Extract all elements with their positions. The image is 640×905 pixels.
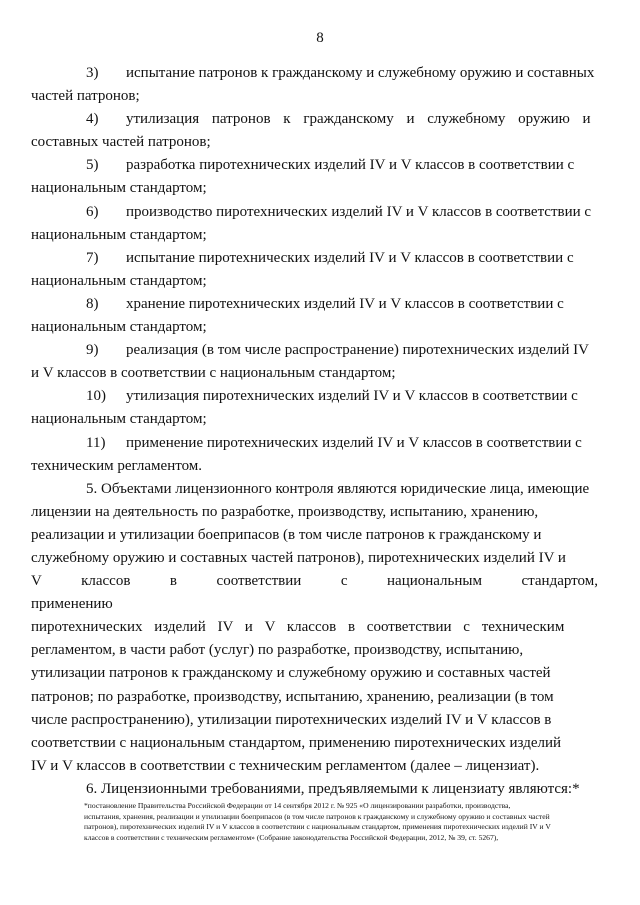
item-text: утилизация патронов к гражданскому и служебному оружию и [126, 111, 591, 128]
item-continuation: техническим регламентом. [31, 457, 203, 474]
paragraph-line: IV и V классов в соответствии с техническим регламентом (далее – лицензиат). [31, 757, 540, 774]
item-text: хранение пиротехнических изделий IV и V классов в соответствии с [126, 295, 564, 312]
license-activities-list [31, 62, 598, 478]
item-number: 11) [86, 434, 106, 451]
list-item [31, 339, 598, 385]
item-text: разработка пиротехнических изделий IV и V классов в соответствии с [126, 157, 575, 174]
footnote-line: *постановление Правительства Российской Федерации от 14 сентября 2012 г. № 925 «О лицензировании разработки, производства, [84, 801, 511, 810]
paragraph-line: служебному оружию и составных частей патронов), пиротехнических изделий IV и [31, 549, 566, 566]
item-continuation: частей патронов; [31, 88, 140, 105]
item-number: 10) [86, 388, 106, 405]
list-item [31, 247, 598, 293]
footnote [84, 801, 600, 843]
paragraph-6-text: 6. Лицензионными требованиями, предъявляемыми к лицензиату являются:* [86, 780, 580, 797]
paragraph-6 [86, 778, 598, 801]
item-text: производство пиротехнических изделий IV и V классов в соответствии с [126, 203, 592, 220]
item-continuation: национальным стандартом; [31, 180, 207, 197]
footnote-line: испытания, хранения, реализации и утилизации боеприпасов (в том числе патронов к гражданскому и служебному оружию и составных частей [84, 811, 550, 821]
item-text: испытание патронов к гражданскому и служебному оружию и составных [126, 65, 595, 81]
paragraph-line: лицензии на деятельность по разработке, производству, испытанию, хранению, [31, 503, 539, 520]
item-number: 6) [86, 203, 99, 220]
item-text: реализация (в том числе распространение) пиротехнических изделий IV [126, 342, 589, 359]
paragraph-line: V классов в соответствии с национальным стандартом, применению [31, 573, 598, 613]
item-number: 7) [86, 249, 99, 266]
page-number: 8 [316, 30, 324, 46]
item-number: 3) [86, 65, 99, 81]
list-item [31, 432, 598, 478]
item-number: 9) [86, 342, 99, 359]
paragraph-5-body [31, 501, 598, 778]
paragraph-line: пиротехнических изделий IV и V классов в соответствии с техническим [31, 619, 565, 636]
item-text: утилизация пиротехнических изделий IV и V классов в соответствии с [126, 388, 578, 405]
list-item [31, 62, 598, 108]
document-body [31, 62, 598, 801]
paragraph-5-first-line: 5. Объектами лицензионного контроля являются юридические лица, имеющие [86, 480, 590, 497]
list-item [31, 154, 598, 200]
paragraph-line: реализации и утилизации боеприпасов (в том числе патронов к гражданскому и [31, 526, 542, 543]
item-number: 4) [86, 111, 99, 128]
list-item [31, 293, 598, 339]
footnote-line: классов в соответствии с техническим регламентом» (Собрание законодательства Российской Федерации, 2012, № 39, ст. 5267), [84, 832, 499, 842]
item-continuation: национальным стандартом; [31, 411, 207, 428]
item-text: применение пиротехнических изделий IV и V классов в соответствии с [126, 434, 582, 451]
paragraph-line: регламентом, в части работ (услуг) по разработке, производству, испытанию, [31, 642, 524, 659]
paragraph-5 [31, 478, 598, 778]
paragraph-line: утилизации патронов к гражданскому и служебному оружию и составных частей [31, 665, 551, 682]
item-continuation: и V классов в соответствии с национальным стандартом; [31, 365, 396, 382]
list-item [31, 108, 598, 154]
item-continuation: национальным стандартом; [31, 226, 207, 243]
footnote-line: патронов), пиротехнических изделий IV и V классов в соответствии с национальным стандартом, применения пиротехнических изделий IV и V [84, 822, 551, 831]
paragraph-line: соответствии с национальным стандартом, применению пиротехнических изделий [31, 734, 562, 751]
paragraph-line: патронов; по разработке, производству, испытанию, хранению, реализации (в том [31, 688, 554, 705]
list-item [31, 201, 598, 247]
paragraph-line: числе распространению), утилизации пиротехнических изделий IV и V классов в [31, 711, 552, 728]
item-continuation: национальным стандартом; [31, 319, 207, 336]
item-continuation: национальным стандартом; [31, 272, 207, 289]
item-text: испытание пиротехнических изделий IV и V классов в соответствии с [126, 249, 574, 266]
item-number: 8) [86, 295, 99, 312]
item-number: 5) [86, 157, 99, 174]
item-continuation: составных частей патронов; [31, 134, 211, 151]
list-item [31, 385, 598, 431]
